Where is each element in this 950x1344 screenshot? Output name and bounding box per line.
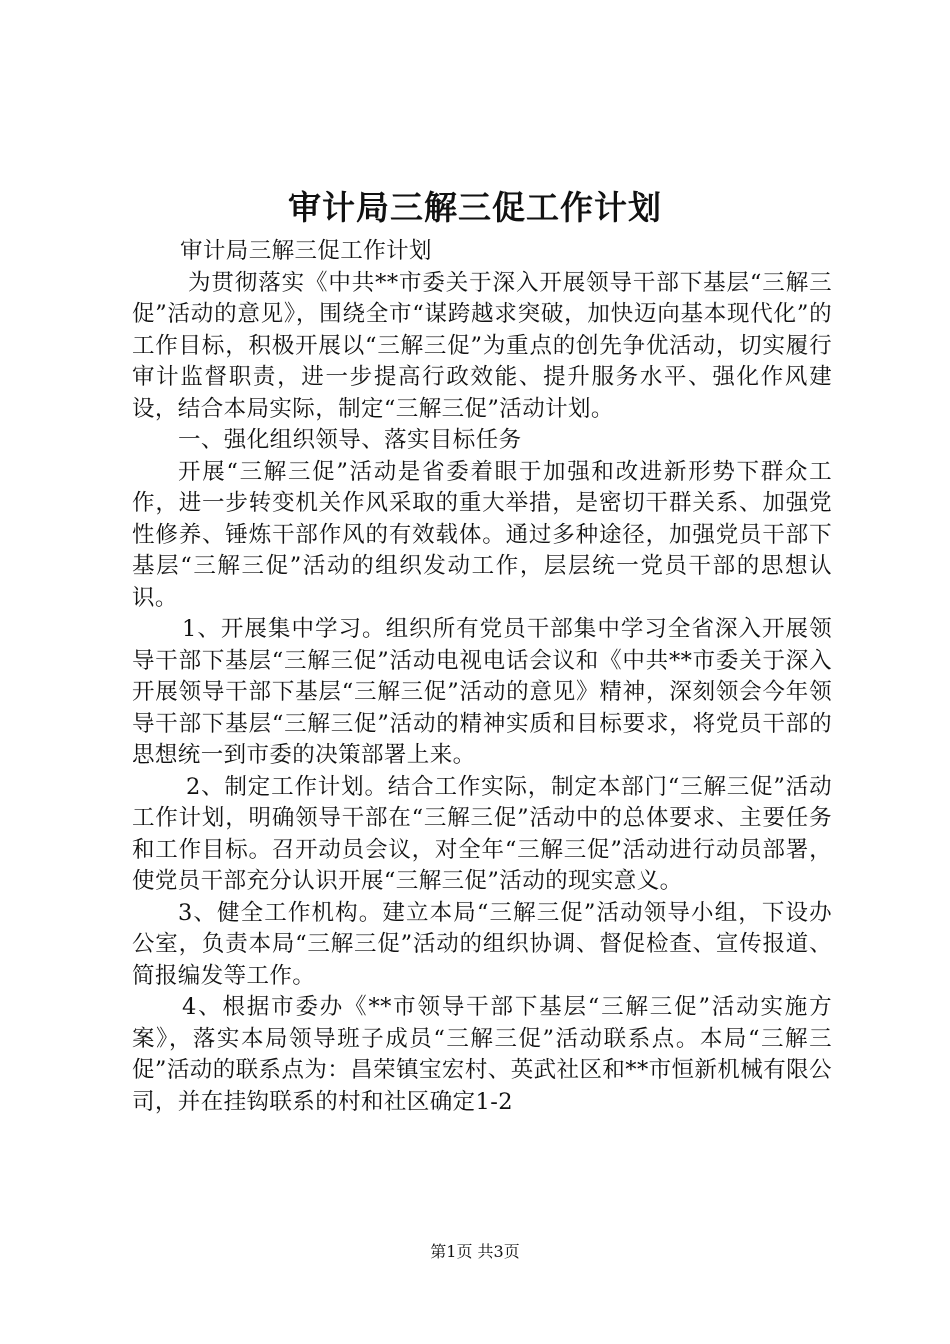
- paragraph-subtitle: 审计局三解三促工作计划: [180, 238, 432, 264]
- paragraph-section-1: 开展“三解三促”活动是省委着眼于加强和改进新形势下群众工作，进一步转变机关作风采取的重大举措，是密切干群关系、加强党性修养、锤炼干部作风的有效载体。通过多种途径，加强党员干部下基层“三解三促”活动的组织发动工作，层层统一党员干部的思想认识。: [132, 458, 832, 611]
- paragraph-item-2: 2、制定工作计划。结合工作实际，制定本部门“三解三促”活动工作计划，明确领导干部在“三解三促”活动中的总体要求、主要任务和工作目标。召开动员会议，对全年“三解三促”活动进行动员部署，使党员干部充分认识开展“三解三促”活动的现实意义。: [132, 773, 832, 894]
- page-indicator: 第1页 共3页: [430, 1242, 520, 1261]
- paragraph-intro: 为贯彻落实《中共**市委关于深入开展领导干部下基层“三解三促”活动的意见》，围绕全市“谋跨越求突破，加快迈向基本现代化”的工作目标，积极开展以“三解三促”为重点的创先争优活动，切实履行审计监督职责，进一步提高行政效能、提升服务水平、强化作风建设，结合本局实际，制定“三解三促”活动计划。: [132, 269, 832, 422]
- section-heading-1: 一、强化组织领导、落实目标任务: [178, 427, 522, 453]
- document-title: 审计局三解三促工作计划: [288, 188, 662, 227]
- paragraph-item-1: 1、开展集中学习。组织所有党员干部集中学习全省深入开展领导干部下基层“三解三促”活动电视电话会议和《中共**市委关于深入开展领导干部下基层“三解三促”活动的意见》精神，深刻领会今年领导干部下基层“三解三促”活动的精神实质和目标要求，将党员干部的思想统一到市委的决策部署上来。: [132, 616, 832, 768]
- paragraph-item-4: 4、根据市委办《**市领导干部下基层“三解三促”活动实施方案》，落实本局领导班子成员“三解三促”活动联系点。本局“三解三促”活动的联系点为：昌荣镇宝宏村、英武社区和**市恒新机械有限公司，并在挂钩联系的村和社区确定1-2: [132, 994, 832, 1115]
- document-body: [132, 236, 832, 1118]
- paragraph-item-3: 3、健全工作机构。建立本局“三解三促”活动领导小组，下设办公室，负责本局“三解三促”活动的组织协调、督促检查、宣传报道、简报编发等工作。: [132, 899, 832, 989]
